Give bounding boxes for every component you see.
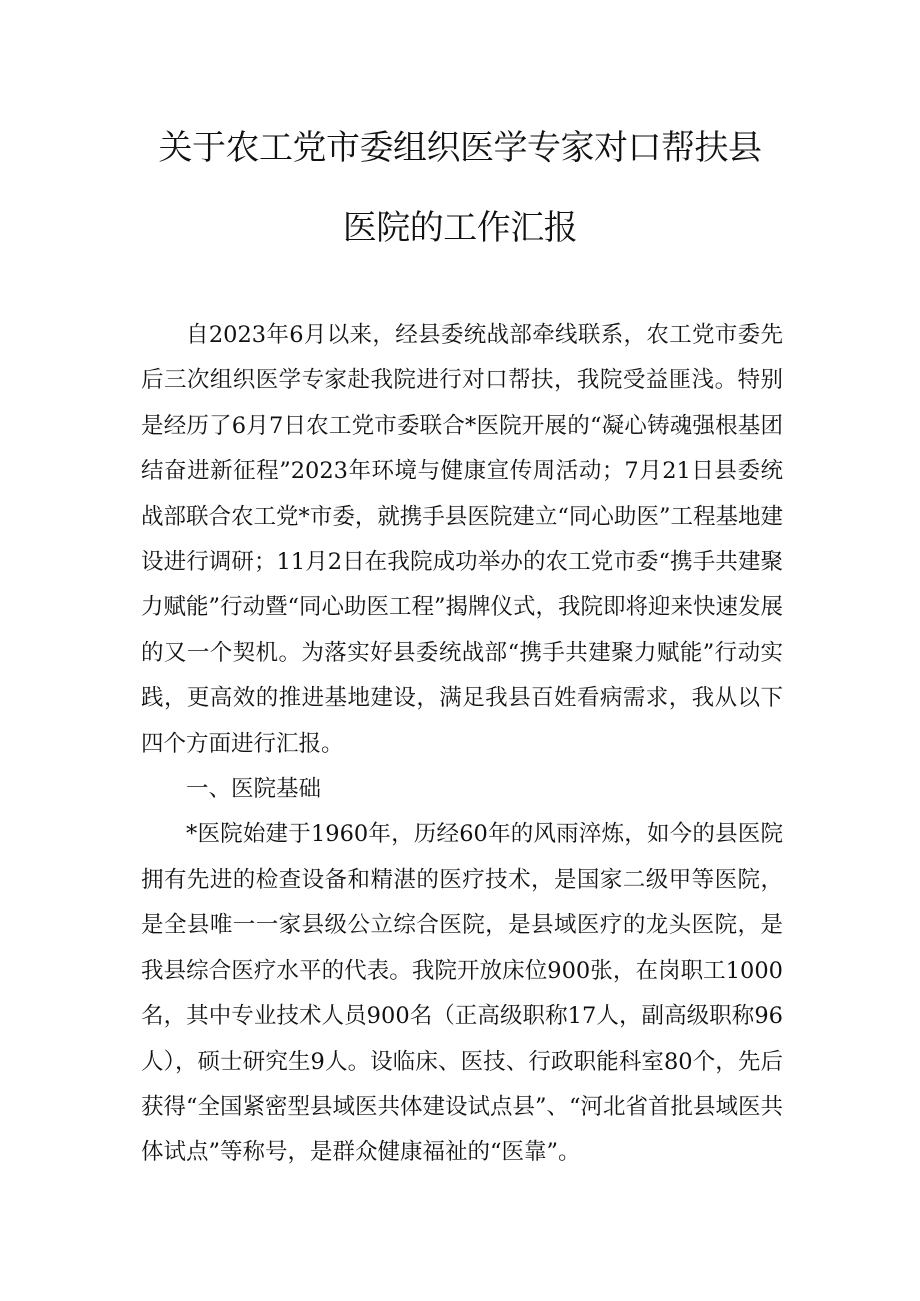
section-heading-hospital-basics: 一、医院基础 bbox=[186, 776, 322, 803]
document-body bbox=[141, 313, 783, 1176]
hospital-basics-paragraph: *医院始建于1960年，历经60年的风雨淬炼，如今的县医院拥有先进的检查设备和精湛的医疗技术，是国家二级甲等医院，是全县唯一一家县级公立综合医院，是县域医疗的龙头医院，是我县综合医疗水平的代表。我院开放床位900张，在岗职工1000名，其中专业技术人员900名（正高级职称17人，副高级职称96人），硕士研究生9人。设临床、医技、行政职能科室80个，先后获得“全国紧密型县域医共体建设试点县”、“河北省首批县域医共体试点”等称号，是群众健康福祉的“医靠”。 bbox=[141, 821, 784, 1166]
document-title-line-1: 关于农工党市委组织医学专家对口帮扶县 bbox=[158, 128, 762, 168]
intro-paragraph: 自2023年6月以来，经县委统战部牵线联系，农工党市委先后三次组织医学专家赴我院进行对口帮扶，我院受益匪浅。特别是经历了6月7日农工党市委联合*医院开展的“凝心铸魂强根基团结奋进新征程”2023年环境与健康宣传周活动；7月21日县委统战部联合农工党*市委，就携手县医院建立“同心助医”工程基地建设进行调研；11月2日在我院成功举办的农工党市委“携手共建聚力赋能”行动暨“同心助医工程”揭牌仪式，我院即将迎来快速发展的又一个契机。为落实好县委统战部“携手共建聚力赋能”行动实践，更高效的推进基地建设，满足我县百姓看病需求，我从以下四个方面进行汇报。 bbox=[141, 322, 784, 757]
document-title-line-2: 医院的工作汇报 bbox=[342, 208, 578, 248]
